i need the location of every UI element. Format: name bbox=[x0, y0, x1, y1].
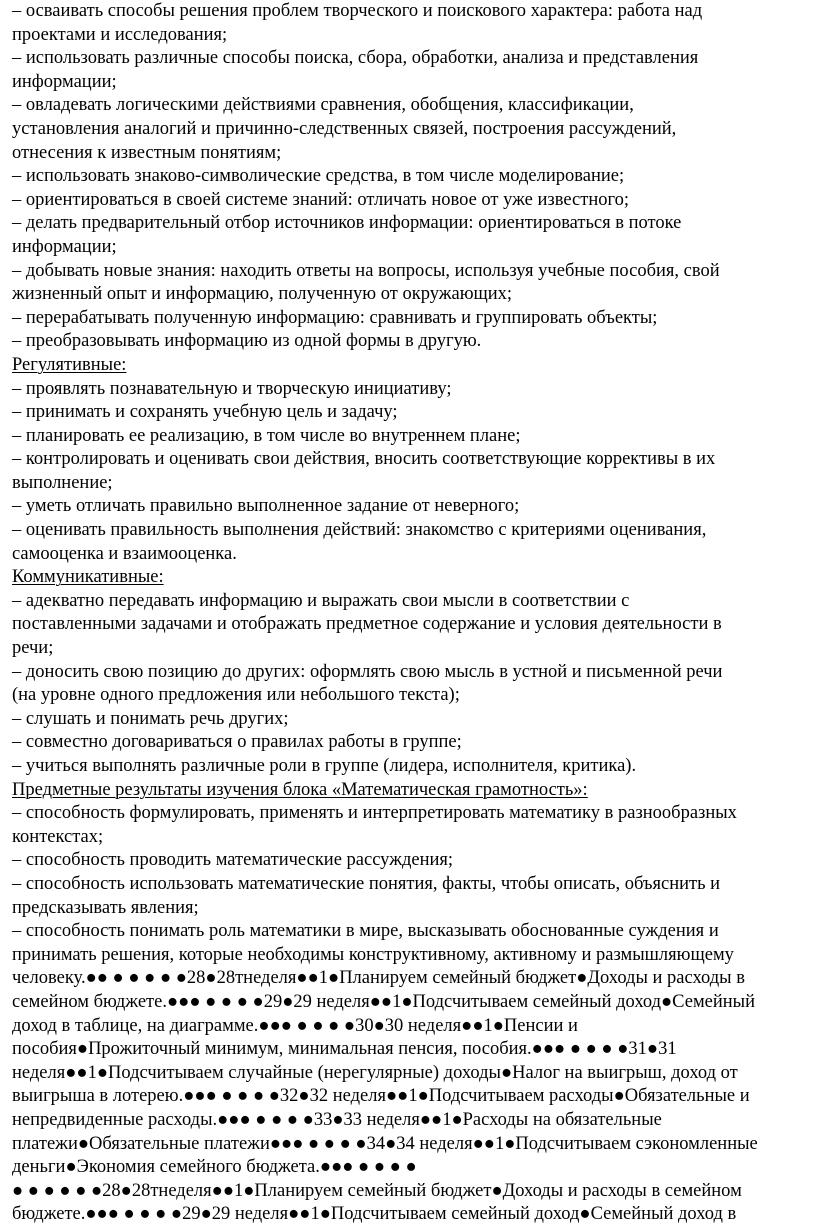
text-line: – планировать ее реализацию, в том числе во внутреннем плане; bbox=[12, 425, 521, 446]
text-line: – осваивать способы решения проблем творческого и поискового характера: работа над bbox=[12, 1, 703, 21]
text-line: семейном бюджете.●●● ● ● ● ●29●29 неделя●●1●Подсчитываем семейный доход●Семейный bbox=[12, 991, 755, 1012]
text-line: – использовать различные способы поиска, сбора, обработки, анализа и представления bbox=[12, 48, 699, 69]
text-line: неделя●●1●Подсчитываем случайные (нерегулярные) доходы●Налог на выигрыш, доход от bbox=[12, 1062, 738, 1083]
text-line: выигрыша в лотерею.●●● ● ● ● ●32●32 неделя●●1●Подсчитываем расходы●Обязательные и bbox=[12, 1086, 750, 1107]
text-line: речи; bbox=[12, 638, 54, 659]
text-line: установления аналогий и причинно-следственных связей, построения рассуждений, bbox=[12, 118, 677, 139]
section-heading-text: Коммуникативные: bbox=[12, 567, 164, 588]
text-line: информации; bbox=[12, 236, 117, 257]
text-line: – контролировать и оценивать свои действия, вносить соответствующие коррективы в их bbox=[12, 449, 716, 470]
text-line: – уметь отличать правильно выполненное задание от неверного; bbox=[12, 496, 520, 517]
text-line: – способность формулировать, применять и интерпретировать математику в разнообразных bbox=[12, 803, 737, 824]
section-heading-communicative bbox=[12, 566, 810, 590]
text-line: – добывать новые знания: находить ответы на вопросы, используя учебные пособия, свой bbox=[12, 260, 720, 281]
text-line: принимать решения, которые необходимы конструктивному, активному и размышляющему bbox=[12, 944, 734, 965]
text-line: – совместно договариваться о правилах работы в группе; bbox=[12, 732, 462, 753]
text-line: жизненный опыт и информацию, полученную от окружающих; bbox=[12, 284, 513, 305]
text-line: поставленными задачами и отображать предметное содержание и условия деятельности в bbox=[12, 614, 722, 635]
text-line: – учиться выполнять различные роли в группе (лидера, исполнителя, критика). bbox=[12, 756, 637, 776]
text-line: самооценка и взаимооценка. bbox=[12, 543, 237, 564]
text-line: непредвиденные расходы.●●● ● ● ● ●33●33 неделя●●1●Расходы на обязательные bbox=[12, 1109, 662, 1130]
text-line: – ориентироваться в своей системе знаний: отличать новое от уже известного; bbox=[12, 189, 629, 210]
text-line: – преобразовывать информацию из одной формы в другую. bbox=[12, 331, 482, 352]
text-line: – способность использовать математические понятия, факты, чтобы описать, объяснить и bbox=[12, 873, 721, 894]
text-line: проектами и исследования; bbox=[12, 24, 228, 45]
section-heading-subject-results bbox=[12, 779, 810, 803]
text-line: информации; bbox=[12, 71, 117, 92]
text-line: предсказывать явления; bbox=[12, 897, 199, 918]
text-line: – слушать и понимать речь других; bbox=[12, 708, 289, 729]
text-line: платежи●Обязательные платежи●●● ● ● ● ●34●34 неделя●●1●Подсчитываем сэкономленные bbox=[12, 1133, 758, 1154]
text-line: – способность понимать роль математики в мире, высказывать обоснованные суждения и bbox=[12, 921, 719, 942]
text-line: – делать предварительный отбор источников информации: ориентироваться в потоке bbox=[12, 213, 682, 234]
text-line: выполнение; bbox=[12, 472, 113, 493]
text-line: – доносить свою позицию до других: оформлять свою мысль в устной и письменной речи bbox=[12, 661, 723, 682]
text-line: – адекватно передавать информацию и выражать свои мысли в соответствии с bbox=[12, 590, 630, 611]
text-line: ● ● ● ● ● ●28●28тнеделя●●1●Планируем семейный бюджет●Доходы и расходы в семейном bbox=[12, 1180, 742, 1201]
text-line: пособия●Прожиточный минимум, минимальная пенсия, пособия.●●● ● ● ● ●31●31 bbox=[12, 1039, 677, 1060]
text-line: – принимать и сохранять учебную цель и задачу; bbox=[12, 402, 398, 423]
section-heading-regulatory bbox=[12, 354, 810, 378]
section-heading-text: Предметные результаты изучения блока «Математическая грамотность»: bbox=[12, 779, 588, 800]
text-line: отнесения к известным понятиям; bbox=[12, 142, 282, 163]
text-line: – овладевать логическими действиями сравнения, обобщения, классификации, bbox=[12, 95, 634, 116]
text-line: человеку.●● ● ● ● ● ●28●28тнеделя●●1●Планируем семейный бюджет●Доходы и расходы в bbox=[12, 968, 745, 989]
text-line: контекстах; bbox=[12, 826, 104, 847]
text-line: (на уровне одного предложения или небольшого текста); bbox=[12, 685, 460, 706]
text-line: – перерабатывать полученную информацию: сравнивать и группировать объекты; bbox=[12, 307, 658, 328]
text-line: – способность проводить математические рассуждения; bbox=[12, 850, 454, 871]
text-line: – оценивать правильность выполнения действий: знакомство с критериями оценивания, bbox=[12, 520, 707, 541]
text-line: – использовать знаково-символические средства, в том числе моделирование; bbox=[12, 166, 625, 187]
text-line: – проявлять познавательную и творческую инициативу; bbox=[12, 378, 452, 399]
text-line: деньги●Экономия семейного бюджета.●●● ● ● ● ● bbox=[12, 1157, 417, 1178]
section-heading-text: Регулятивные: bbox=[12, 354, 127, 375]
text-line: бюджете.●●● ● ● ● ●29●29 неделя●●1●Подсчитываем семейный доход●Семейный доход в bbox=[12, 1204, 737, 1225]
text-line: доход в таблице, на диаграмме.●●● ● ● ● ●30●30 неделя●●1●Пенсии и bbox=[12, 1015, 578, 1036]
